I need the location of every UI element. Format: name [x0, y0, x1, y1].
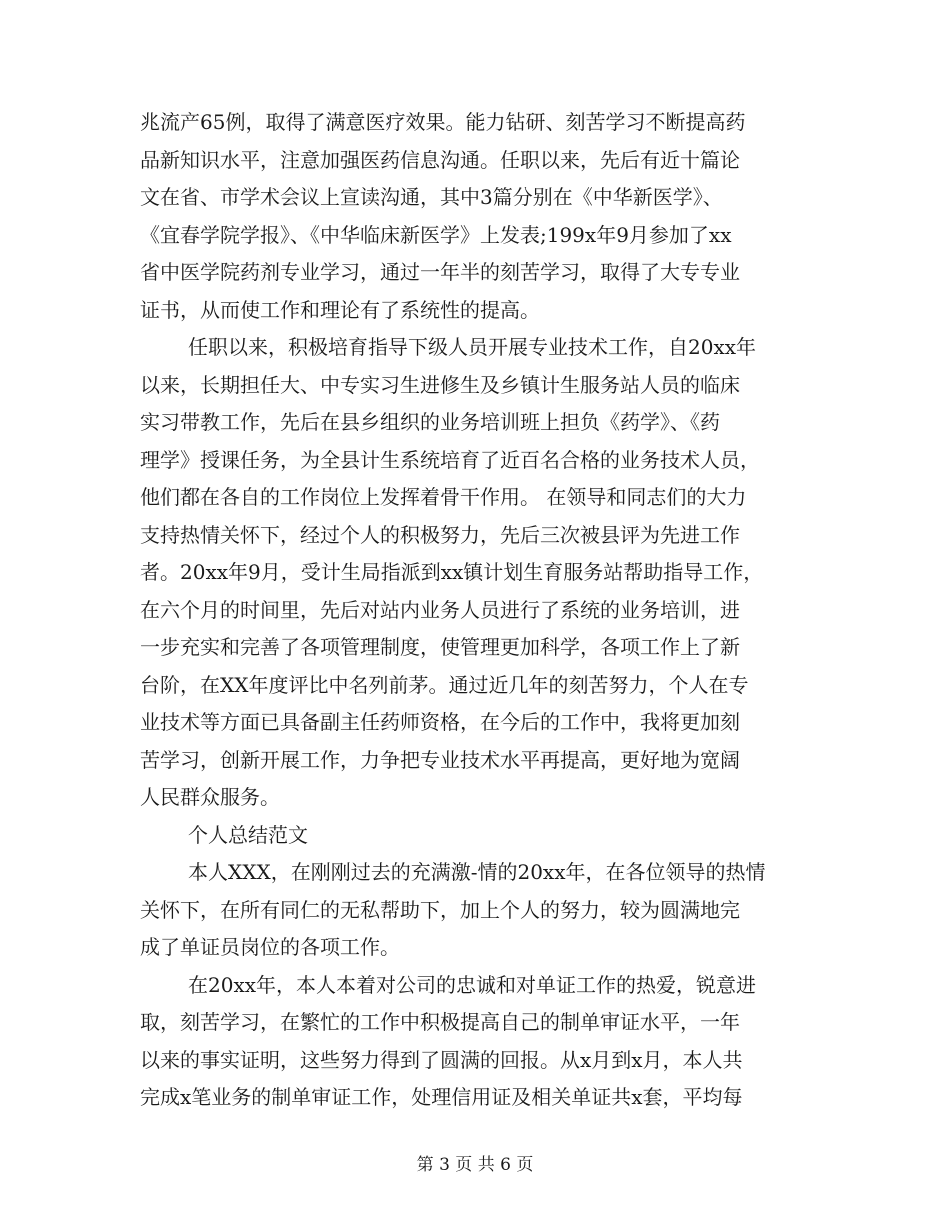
- text-line: 证书，从而使工作和理论有了系统性的提高。: [140, 297, 540, 322]
- text-line: 以来的事实证明，这些努力得到了圆满的回报。从x月到x月，本人共: [140, 1047, 743, 1072]
- text-line: 省中医学院药剂专业学习，通过一年半的刻苦学习，取得了大专专业: [140, 260, 740, 284]
- text-line: 支持热情关怀下，经过个人的积极努力，先后三次被县评为先进工作: [140, 522, 740, 547]
- text-line: 在六个月的时间里，先后对站内业务人员进行了系统的业务培训，进: [140, 597, 740, 622]
- body-text: [140, 104, 820, 1117]
- text-line: 关怀下，在所有同仁的无私帮助下，加上个人的努力，较为圆满地完: [140, 897, 740, 922]
- text-line: 台阶，在XX年度评比中名列前茅。通过近几年的刻苦努力，个人在专: [140, 672, 749, 697]
- text-line: 一步充实和完善了各项管理制度，使管理更加科学，各项工作上了新: [140, 635, 740, 659]
- text-line: 业技术等方面已具备副主任药师资格，在今后的工作中，我将更加刻: [140, 710, 740, 734]
- text-line: 兆流产65例，取得了满意医疗效果。能力钻研、刻苦学习不断提高药: [140, 110, 746, 134]
- text-line: 者。20xx年9月，受计生局指派到xx镇计划生育服务站帮助指导工作，: [140, 560, 764, 584]
- text-line: 取，刻苦学习，在繁忙的工作中积极提高自己的制单审证水平，一年: [140, 1010, 740, 1034]
- text-line: 他们都在各自的工作岗位上发挥着骨干作用。 在领导和同志们的大力: [140, 485, 747, 509]
- text-line: 个人总结范文: [188, 822, 308, 847]
- text-line: 实习带教工作，先后在县乡组织的业务培训班上担负《药学》、《药: [140, 410, 720, 434]
- text-line: 本人XXX，在刚刚过去的充满激-情的20xx年，在各位领导的热情: [188, 860, 766, 884]
- text-line: 任职以来，积极培育指导下级人员开展专业技术工作，自20xx年: [188, 335, 757, 359]
- page-footer: 第 3 页 共 6 页: [416, 1155, 534, 1175]
- text-line: 人民群众服务。: [140, 785, 280, 809]
- text-line: 苦学习，创新开展工作，力争把专业技术水平再提高，更好地为宽阔: [140, 747, 740, 772]
- text-line: 完成x笔业务的制单审证工作，处理信用证及相关单证共x套，平均每: [140, 1085, 743, 1109]
- text-line: 《宜春学院学报》、《中华临床新医学》上发表;199x年9月参加了xx: [140, 222, 732, 247]
- text-line: 以来，长期担任大、中专实习生进修生及乡镇计生服务站人员的临床: [140, 372, 740, 397]
- text-line: 理学》授课任务，为全县计生系统培育了近百名合格的业务技术人员，: [140, 447, 760, 472]
- text-line: 品新知识水平，注意加强医药信息沟通。任职以来，先后有近十篇论: [140, 147, 740, 172]
- text-line: 成了单证员岗位的各项工作。: [140, 935, 400, 959]
- text-line: 在20xx年，本人本着对公司的忠诚和对单证工作的热爱，锐意进: [188, 972, 757, 997]
- text-line: 文在省、市学术会议上宣读沟通，其中3篇分别在《中华新医学》、: [140, 185, 723, 209]
